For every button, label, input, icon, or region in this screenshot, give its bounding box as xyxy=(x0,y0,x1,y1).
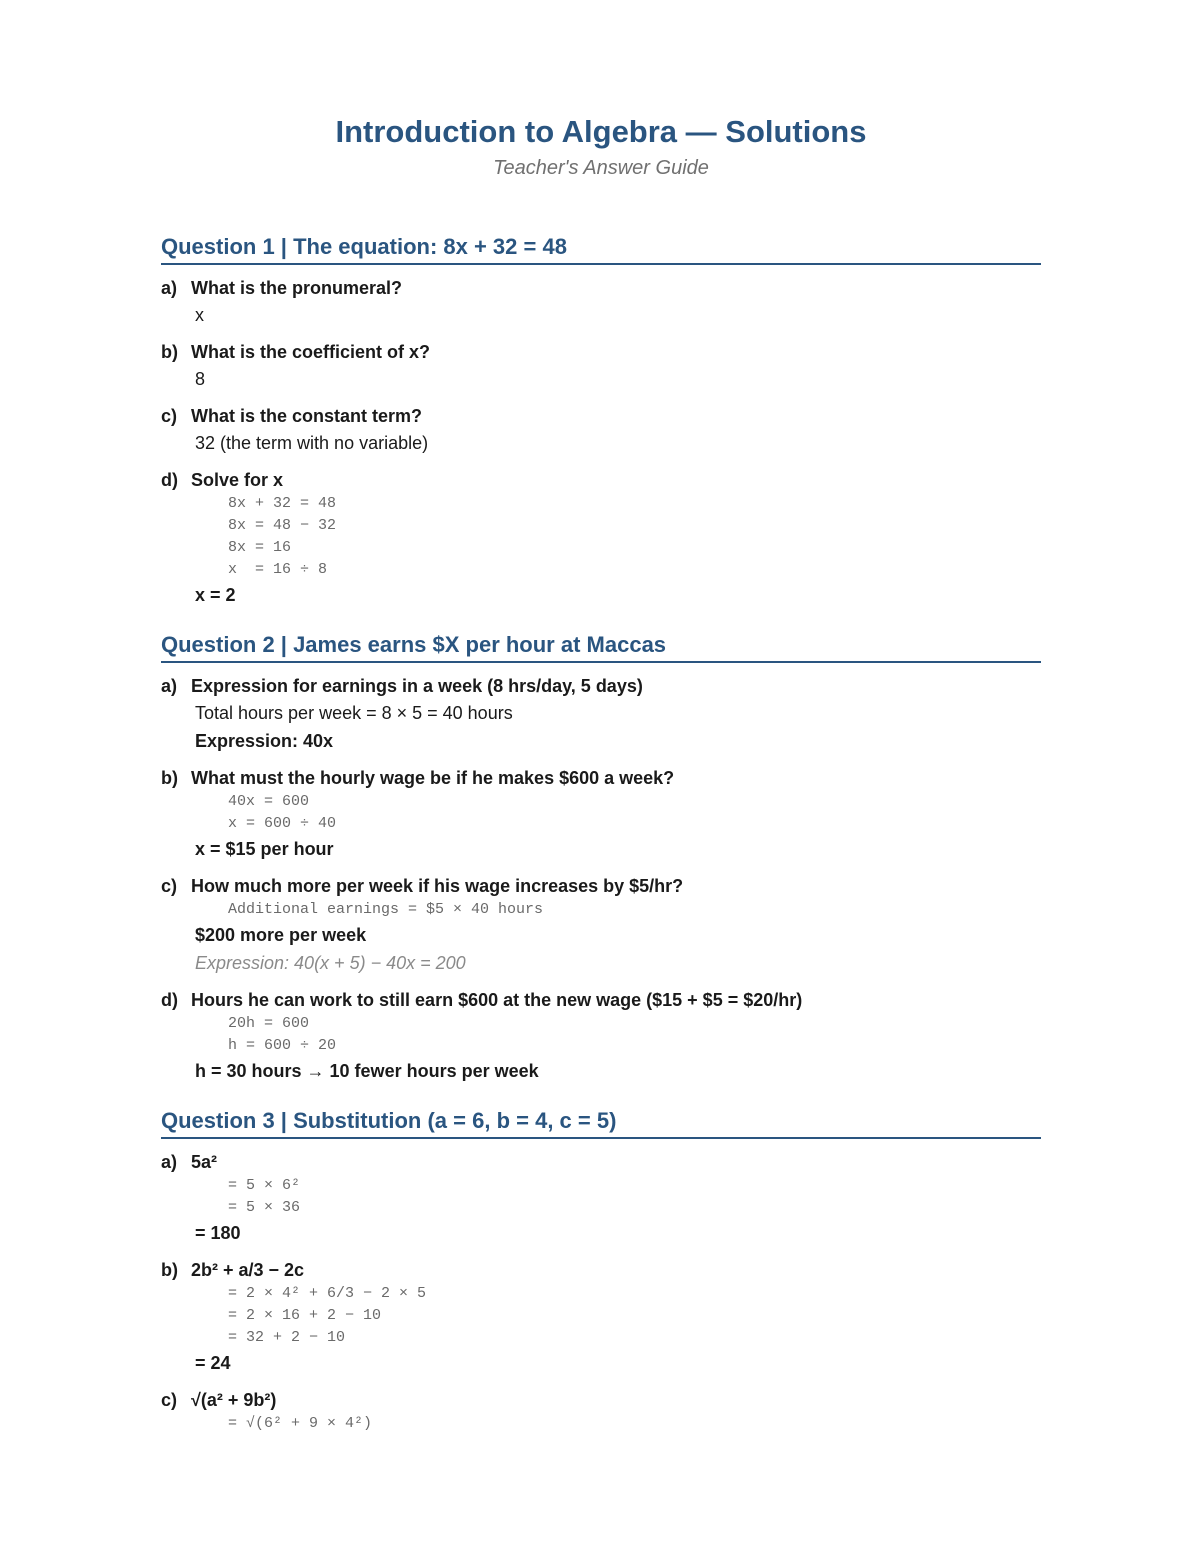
part-question: Solve for x xyxy=(191,470,284,490)
working-line: = 32 + 2 − 10 xyxy=(228,1329,346,1346)
part-result: x = $15 per hour xyxy=(195,839,334,859)
part-letter: d) xyxy=(161,990,178,1010)
part-answer: Total hours per week = 8 × 5 = 40 hours xyxy=(195,703,513,723)
part-letter: c) xyxy=(161,1390,178,1410)
working-line: x = 16 ÷ 8 xyxy=(228,561,328,578)
part-answer: 8 xyxy=(195,369,206,389)
part-letter: a) xyxy=(161,278,178,298)
q2-part-d xyxy=(161,987,1041,1085)
question-3-heading: Question 3 | Substitution (a = 6, b = 4, c = 5) xyxy=(161,1107,1041,1139)
part-result: $200 more per week xyxy=(195,925,367,945)
working-line: 20h = 600 xyxy=(228,1015,310,1032)
part-answer: x xyxy=(195,305,204,325)
working-line: 8x = 16 xyxy=(228,539,292,556)
part-question: 5a² xyxy=(191,1152,218,1172)
part-letter: b) xyxy=(161,342,178,362)
part-note: Expression: 40(x + 5) − 40x = 200 xyxy=(195,953,466,973)
working-line: = 5 × 6² xyxy=(228,1177,301,1194)
part-question: How much more per week if his wage increases by $5/hr? xyxy=(191,876,684,896)
part-letter: a) xyxy=(161,676,178,696)
working-line: = 5 × 36 xyxy=(228,1199,301,1216)
answer-guide-page xyxy=(161,112,1041,1435)
q2-part-c xyxy=(161,873,1041,977)
q2-part-a xyxy=(161,673,1041,755)
part-question: What is the constant term? xyxy=(191,406,423,426)
q1-part-d xyxy=(161,467,1041,609)
question-2-heading: Question 2 | James earns $X per hour at Maccas xyxy=(161,631,1041,663)
part-question: Expression for earnings in a week (8 hrs/day, 5 days) xyxy=(191,676,643,696)
working-line: x = 600 ÷ 40 xyxy=(228,815,337,832)
working-line: 8x + 32 = 48 xyxy=(228,495,337,512)
q2-part-b xyxy=(161,765,1041,863)
working-line: 40x = 600 xyxy=(228,793,310,810)
working-line: = √(6² + 9 × 4²) xyxy=(228,1415,373,1432)
q1-part-c xyxy=(161,403,1041,457)
part-letter: b) xyxy=(161,1260,178,1280)
working-line: = 2 × 4² + 6/3 − 2 × 5 xyxy=(228,1285,427,1302)
working-line: 8x = 48 − 32 xyxy=(228,517,337,534)
part-letter: b) xyxy=(161,768,178,788)
part-letter: a) xyxy=(161,1152,178,1172)
part-result: x = 2 xyxy=(195,585,236,605)
working-line: Additional earnings = $5 × 40 hours xyxy=(228,901,544,918)
working-line: h = 600 ÷ 20 xyxy=(228,1037,337,1054)
question-1-heading: Question 1 | The equation: 8x + 32 = 48 xyxy=(161,233,1041,265)
part-question: 2b² + a/3 − 2c xyxy=(191,1260,305,1280)
q3-part-b xyxy=(161,1257,1041,1377)
part-answer: 32 (the term with no variable) xyxy=(195,433,429,453)
q1-part-a xyxy=(161,275,1041,329)
question-2 xyxy=(161,631,1041,1085)
part-result: = 24 xyxy=(195,1353,231,1373)
part-question: What is the pronumeral? xyxy=(191,278,403,298)
page-subtitle: Teacher's Answer Guide xyxy=(493,157,709,179)
part-question: What must the hourly wage be if he makes $600 a week? xyxy=(191,768,675,788)
part-result: h = 30 hours → 10 fewer hours per week xyxy=(195,1061,539,1081)
q1-part-b xyxy=(161,339,1041,393)
question-1 xyxy=(161,233,1041,609)
q3-part-c xyxy=(161,1387,1041,1435)
part-result: = 180 xyxy=(195,1223,241,1243)
working-line: = 2 × 16 + 2 − 10 xyxy=(228,1307,382,1324)
part-question: √(a² + 9b²) xyxy=(191,1390,277,1410)
part-letter: c) xyxy=(161,406,178,426)
question-3 xyxy=(161,1107,1041,1435)
part-question: Hours he can work to still earn $600 at the new wage ($15 + $5 = $20/hr) xyxy=(191,990,803,1010)
part-question: What is the coefficient of x? xyxy=(191,342,431,362)
q3-part-a xyxy=(161,1149,1041,1247)
part-letter: d) xyxy=(161,470,178,490)
part-result: Expression: 40x xyxy=(195,731,334,751)
page-title: Introduction to Algebra — Solutions xyxy=(335,114,867,149)
part-letter: c) xyxy=(161,876,178,896)
